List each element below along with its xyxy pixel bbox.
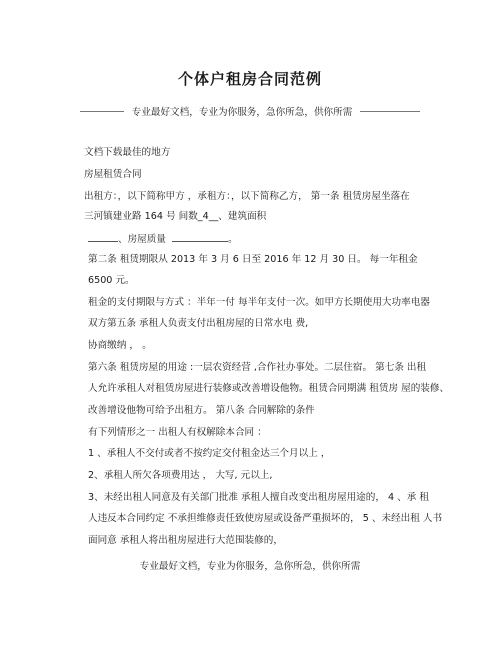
line-location: 三河镇建业路 164 号 间数_4__、建筑面积: [84, 211, 267, 222]
subtitle-rule-left: [80, 111, 124, 112]
line-item-4: 人违反本合同约定 不承担维修责任致使房屋或设备严重损坏的， 5 、未经出租 人书: [88, 513, 443, 524]
blank-area: [88, 232, 118, 242]
line-utilities: 双方第五条 承租人负责支付出租房屋的日常水电 费,: [88, 318, 309, 329]
line-negotiate: 协商缴纳 ， 。: [88, 340, 152, 351]
line-payment: 租金的支付期限与方式 ：半年一付 每半年支付一次。如甲方长期使用大功率电器: [88, 297, 430, 308]
blank-quality: [172, 232, 228, 242]
line-usage: 第六条 租赁房屋的用途 :一层农资经营 ,合作社办事处。二层住宿。 第七条 出租: [88, 362, 427, 373]
line-download: 文档下载最佳的地方: [84, 147, 171, 158]
document-footer: 专业最好文档，专业为你服务，急你所急，供你所需: [139, 561, 361, 572]
subtitle-row: [0, 104, 500, 118]
quality-end: 。: [227, 234, 238, 245]
line-quality: [88, 232, 238, 246]
line-item-3: 3、未经出租人同意及有关部门批准 承租人擅自改变出租房屋用途的， 4 、承 租: [88, 492, 429, 503]
line-renovation: 人允许承租人对租赁房屋进行装修或改善增设他物。租赁合同期满 租赁房 屋的装修、: [88, 383, 450, 394]
line-item-2: 2、承租人所欠各项费用达 ， 大写, 元以上,: [88, 470, 273, 481]
line-term: 第二条 租赁期限从 2013 年 3 月 6 日至 2016 年 12 月 30 日。 每一年租金: [88, 254, 418, 265]
document-title: 个体户租房合同范例: [177, 70, 322, 88]
line-rent: 6500 元。: [88, 275, 135, 286]
quality-label: 、房屋质量: [118, 234, 166, 245]
line-conditions: 有下列情形之一 出租人有权解除本合同 ：: [88, 427, 267, 438]
line-item-1: 1 、承租人不交付或者不按约定交付租金达三个月以上 ，: [88, 448, 331, 459]
subtitle-rule-right: [360, 111, 420, 112]
subtitle-text: 专业最好文档，专业为你服务，急你所急，供你所需: [131, 107, 353, 118]
line-contract-heading: 房屋租赁合同: [84, 169, 142, 180]
line-parties: 出租方：，以下简称甲方 ，承租方：，以下简称乙方， 第一条 租赁房屋坐落在: [84, 191, 410, 202]
line-termination: 改善增设他物可给予出租方。 第八条 合同解除的条件: [88, 405, 315, 416]
line-item-5: 面同意 承租人将出租房屋进行大范围装修的，: [88, 535, 283, 546]
